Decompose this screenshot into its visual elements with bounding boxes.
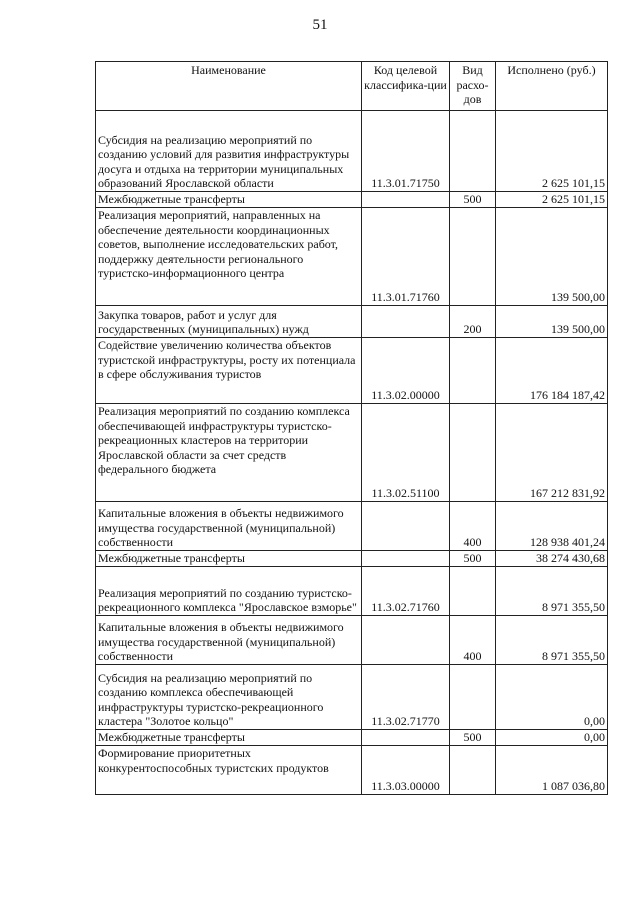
- table-row: [96, 567, 608, 616]
- table-row: [96, 730, 608, 746]
- row-code: [362, 192, 450, 208]
- row-kind: [450, 746, 496, 795]
- table-row: [96, 502, 608, 551]
- row-name: Капитальные вложения в объекты недвижимого имущества государственной (муниципальной) собственности: [96, 616, 362, 665]
- row-amount: 8 971 355,50: [496, 567, 608, 616]
- row-code: 11.3.02.71760: [362, 567, 450, 616]
- row-kind: [450, 338, 496, 404]
- row-code: 11.3.02.51100: [362, 404, 450, 502]
- header-kind: Вид расхо-дов: [450, 62, 496, 111]
- row-amount: 139 500,00: [496, 306, 608, 338]
- row-name: Реализация мероприятий по созданию комплекса обеспечивающей инфраструктуры туристско-рекреационных кластеров на территории Ярославской области за счет средств федерального бюджета: [96, 404, 362, 502]
- table-row: [96, 208, 608, 306]
- row-amount: 0,00: [496, 730, 608, 746]
- row-name: Межбюджетные трансферты: [96, 730, 362, 746]
- row-kind: 500: [450, 730, 496, 746]
- row-kind: 200: [450, 306, 496, 338]
- budget-table: [95, 61, 608, 795]
- row-code: [362, 551, 450, 567]
- row-name: Содействие увеличению количества объектов туристской инфраструктуры, росту их потенциала в сфере обслуживания туристов: [96, 338, 362, 404]
- row-code: 11.3.02.00000: [362, 338, 450, 404]
- row-name: Капитальные вложения в объекты недвижимого имущества государственной (муниципальной) собственности: [96, 502, 362, 551]
- row-kind: [450, 111, 496, 192]
- row-amount: 167 212 831,92: [496, 404, 608, 502]
- row-code: [362, 730, 450, 746]
- row-code: 11.3.03.00000: [362, 746, 450, 795]
- row-amount: 1 087 036,80: [496, 746, 608, 795]
- table-row: [96, 665, 608, 730]
- row-name: Межбюджетные трансферты: [96, 551, 362, 567]
- row-amount: 8 971 355,50: [496, 616, 608, 665]
- row-amount: 38 274 430,68: [496, 551, 608, 567]
- row-code: 11.3.01.71760: [362, 208, 450, 306]
- table-row: [96, 111, 608, 192]
- row-kind: [450, 208, 496, 306]
- row-amount: 2 625 101,15: [496, 111, 608, 192]
- row-kind: 400: [450, 502, 496, 551]
- row-amount: 176 184 187,42: [496, 338, 608, 404]
- header-name: Наименование: [96, 62, 362, 111]
- row-amount: 0,00: [496, 665, 608, 730]
- row-amount: 2 625 101,15: [496, 192, 608, 208]
- row-kind: 500: [450, 192, 496, 208]
- row-kind: [450, 404, 496, 502]
- row-code: 11.3.01.71750: [362, 111, 450, 192]
- row-code: [362, 502, 450, 551]
- row-name: Закупка товаров, работ и услуг для государственных (муниципальных) нужд: [96, 306, 362, 338]
- row-name: Формирование приоритетных конкурентоспособных туристских продуктов: [96, 746, 362, 795]
- table-row: [96, 404, 608, 502]
- row-kind: [450, 567, 496, 616]
- table-row: [96, 192, 608, 208]
- row-name: Субсидия на реализацию мероприятий по созданию условий для развития инфраструктуры досуга и отдыха на территории муниципальных образований Ярославской области: [96, 111, 362, 192]
- row-code: [362, 306, 450, 338]
- row-amount: 128 938 401,24: [496, 502, 608, 551]
- row-name: Межбюджетные трансферты: [96, 192, 362, 208]
- header-amount: Исполнено (руб.): [496, 62, 608, 111]
- row-kind: 400: [450, 616, 496, 665]
- row-kind: [450, 665, 496, 730]
- table-row: [96, 616, 608, 665]
- row-name: Реализация мероприятий, направленных на обеспечение деятельности координационных советов, выполнение исследовательских работ, поддержку деятельности регионального туристско-информационного центра: [96, 208, 362, 306]
- row-code: [362, 616, 450, 665]
- table-row: [96, 306, 608, 338]
- row-kind: 500: [450, 551, 496, 567]
- table-row: [96, 338, 608, 404]
- header-row: [96, 62, 608, 111]
- table-row: [96, 551, 608, 567]
- row-amount: 139 500,00: [496, 208, 608, 306]
- row-code: 11.3.02.71770: [362, 665, 450, 730]
- header-code: Код целевой классифика-ции: [362, 62, 450, 111]
- table-row: [96, 746, 608, 795]
- row-name: Субсидия на реализацию мероприятий по созданию комплекса обеспечивающей инфраструктуры туристско-рекреационного кластера "Золотое кольцо": [96, 665, 362, 730]
- page-number: 51: [312, 17, 328, 33]
- table-body: [96, 111, 608, 795]
- row-name: Реализация мероприятий по созданию туристско-рекреационного комплекса "Ярославское взморье": [96, 567, 362, 616]
